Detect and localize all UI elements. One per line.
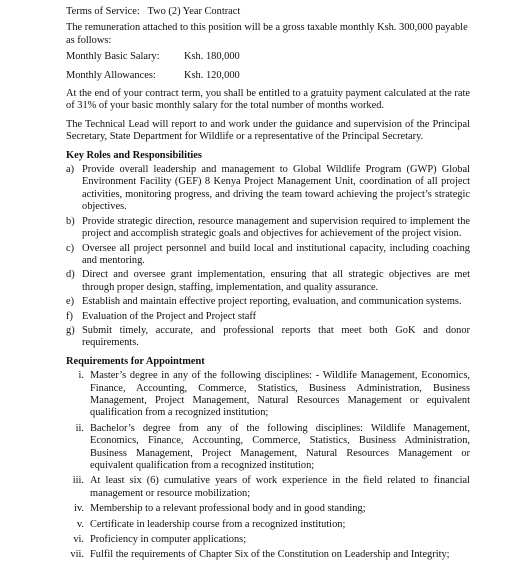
terms-value: Two (2) Year Contract bbox=[147, 6, 241, 17]
list-item bbox=[66, 370, 470, 420]
list-item bbox=[66, 216, 470, 241]
reporting-paragraph: The Technical Lead will report to and work under the guidance and supervision of the Principal Secretary, State Department for Wildlife or a representative of the Principal Secretary. bbox=[66, 118, 470, 143]
list-marker: ii. bbox=[75, 422, 84, 434]
list-item bbox=[66, 296, 470, 308]
allowances-value: Ksh. 120,000 bbox=[184, 69, 240, 81]
list-item bbox=[66, 243, 470, 268]
terms-label: Terms of Service: bbox=[66, 6, 140, 17]
list-text: Proficiency in computer applications; bbox=[90, 534, 247, 546]
requirements-heading: Requirements for Appointment bbox=[66, 355, 205, 367]
list-marker: iv. bbox=[73, 503, 84, 515]
roles-heading: Key Roles and Responsibilities bbox=[66, 149, 202, 161]
allowances-row bbox=[66, 70, 470, 82]
remuneration-text: The remuneration attached to this position will be a gross taxable monthly Ksh. 300,000 payable as follows: bbox=[66, 22, 468, 46]
list-item bbox=[66, 519, 470, 531]
list-text: Oversee all project personnel and build local and institutional capacity, including coaching and mentoring. bbox=[82, 242, 470, 266]
list-marker: vii. bbox=[70, 549, 84, 561]
requirements-list bbox=[66, 370, 470, 562]
basic-salary-value: Ksh. 180,000 bbox=[184, 51, 240, 63]
list-text: Fulfil the requirements of Chapter Six of the Constitution on Leadership and Integrity; bbox=[90, 549, 450, 561]
list-item bbox=[66, 503, 470, 515]
list-marker: iii. bbox=[72, 475, 84, 487]
list-text: Master’s degree in any of the following disciplines: - Wildlife Management, Economics, Finance, Accounting, Commerce, Statistics, Business Administration, Business Management, Project Management, Natural Resources Management or equivalent qualification from a recognized institution; bbox=[90, 370, 470, 419]
list-marker: d) bbox=[66, 269, 75, 281]
list-text: At least six (6) cumulative years of work experience in the field related to financial management or resource mobilization; bbox=[90, 475, 470, 499]
terms-of-service bbox=[66, 6, 470, 18]
list-marker: b) bbox=[66, 215, 75, 227]
list-marker: a) bbox=[66, 164, 75, 176]
roles-list bbox=[66, 164, 470, 350]
list-item bbox=[66, 269, 470, 294]
allowances-label: Monthly Allowances: bbox=[66, 69, 156, 81]
list-item bbox=[66, 423, 470, 473]
list-marker: i. bbox=[78, 370, 84, 382]
list-text: Evaluation of the Project and Project staff bbox=[82, 310, 257, 322]
list-item bbox=[66, 475, 470, 500]
list-text: Provide strategic direction, resource management and supervision required to implement the project and accomplish strategic goals and objectives for achievement of the project vision. bbox=[82, 215, 470, 240]
list-item bbox=[66, 549, 470, 561]
list-text: Certificate in leadership course from a recognized institution; bbox=[90, 518, 346, 530]
list-text: Bachelor’s degree from any of the following disciplines: Wildlife Management, Economics, Finance, Accounting, Commerce, Statistics, Business Administration, Business Management, Project Management, Natural Resources Management or equivalent qualification from a recognized institution; bbox=[90, 422, 470, 471]
list-text: Establish and maintain effective project reporting, evaluation, and communication systems. bbox=[82, 296, 462, 308]
list-marker: f) bbox=[66, 310, 73, 322]
list-text: Provide overall leadership and management to Global Wildlife Program (GWP) Global Environment Facility (GEF) 8 Kenya Project Management Unit, coordination of all project activities, monitoring progress, and driving the team toward achieving the project’s strategic objectives. bbox=[82, 164, 470, 213]
list-text: Membership to a relevant professional body and in good standing; bbox=[90, 503, 366, 515]
list-marker: e) bbox=[66, 296, 75, 308]
list-item bbox=[66, 164, 470, 214]
basic-salary-label: Monthly Basic Salary: bbox=[66, 51, 160, 63]
list-marker: c) bbox=[66, 242, 75, 254]
list-text: Direct and oversee grant implementation, ensuring that all strategic objectives are met through proper design, staffing, implementation, and quality assurance. bbox=[82, 269, 470, 293]
list-marker: vi. bbox=[73, 534, 84, 546]
list-text: Submit timely, accurate, and professional reports that meet both GoK and donor requirements. bbox=[82, 324, 470, 349]
list-marker: v. bbox=[76, 518, 84, 530]
basic-salary-row bbox=[66, 51, 470, 63]
gratuity-paragraph: At the end of your contract term, you shall be entitled to a gratuity payment calculated at the rate of 31% of your basic monthly salary for the total number of months worked. bbox=[66, 88, 470, 112]
list-item bbox=[66, 534, 470, 546]
document-content bbox=[66, 6, 470, 565]
list-item bbox=[66, 325, 470, 350]
list-marker: g) bbox=[66, 324, 75, 336]
list-item bbox=[66, 311, 470, 323]
